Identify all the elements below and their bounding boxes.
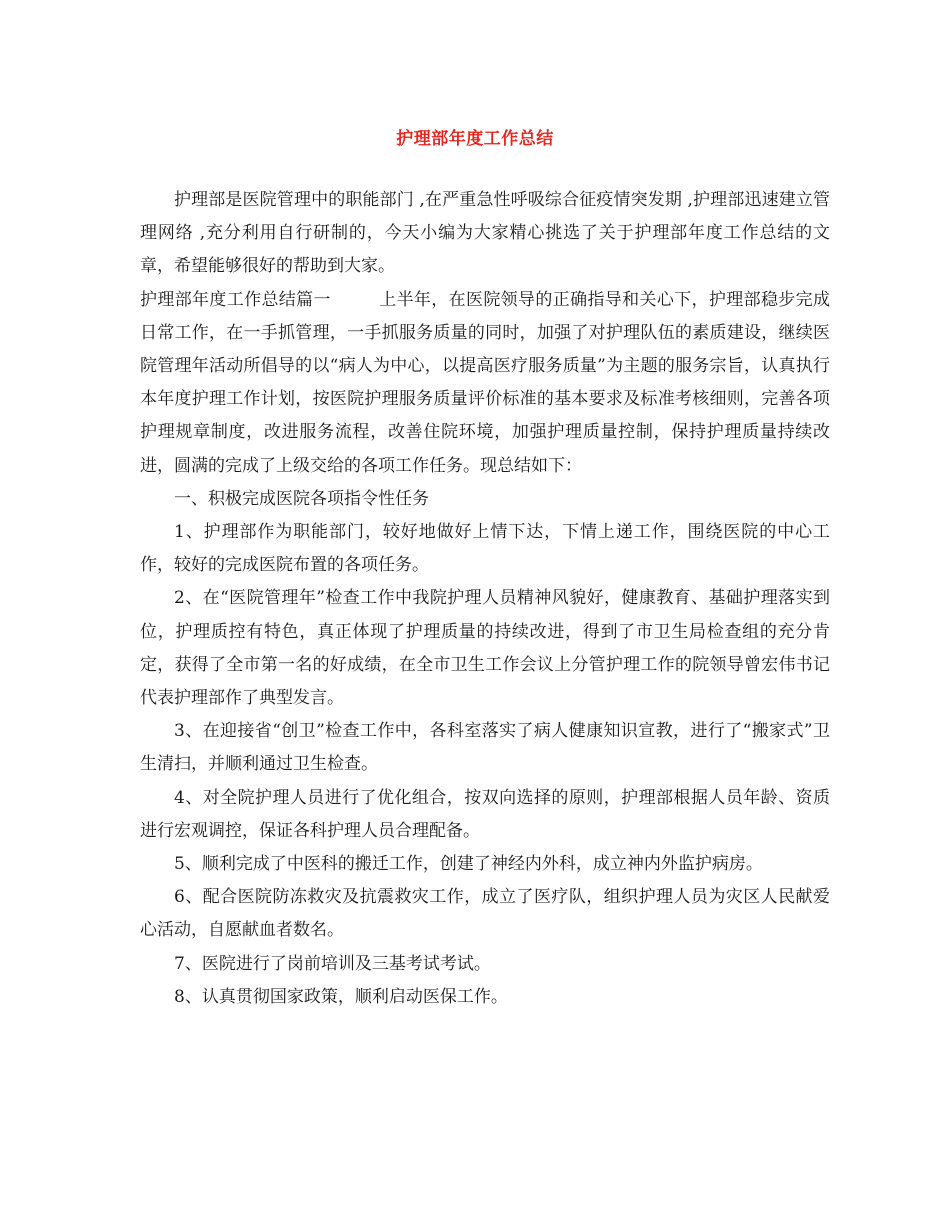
document-title: 护理部年度工作总结 xyxy=(396,129,554,149)
list-item-6: 6、配合医院防冻救灾及抗震救灾工作，成立了医疗队，组织护理人员为灾区人民献爱心活动，自愿献血者数名。 xyxy=(140,887,830,941)
list-item-1: 1、护理部作为职能部门，较好地做好上情下达，下情上递工作，围绕医院的中心工作，较好的完成医院布置的各项任务。 xyxy=(140,522,830,576)
section-label: 护理部年度工作总结篇一 xyxy=(140,289,331,310)
section-text: 上半年，在医院领导的正确指导和关心下，护理部稳步完成日常工作，在一手抓管理，一手抓服务质量的同时，加强了对护理队伍的素质建设，继续医院管理年活动所倡导的以“病人为中心，以提高医疗服务质量”为主题的服务宗旨，认真执行本年度护理工作计划，按医院护理服务质量评价标准的基本要求及标准考核细则，完善各项护理规章制度，改进服务流程，改善住院环境，加强护理质量控制，保持护理质量持续改进，圆满的完成了上级交给的各项工作任务。现总结如下： xyxy=(140,289,831,476)
intro-paragraph: 护理部是医院管理中的职能部门 ,在严重急性呼吸综合征疫情突发期 ,护理部迅速建立管理网络 ,充分利用自行研制的，今天小编为大家精心挑选了关于护理部年度工作总结的文章，希望能够很好的帮助到大家。 xyxy=(140,190,830,277)
list-item-4: 4、对全院护理人员进行了优化组合，按双向选择的原则，护理部根据人员年龄、资质进行宏观调控，保证各科护理人员合理配备。 xyxy=(140,787,830,841)
list-item-8: 8、认真贯彻国家政策，顺利启动医保工作。 xyxy=(174,986,508,1007)
heading-1: 一、积极完成医院各项指令性任务 xyxy=(174,488,429,509)
section-paragraph xyxy=(140,284,830,483)
list-item-3: 3、在迎接省“创卫”检查工作中，各科室落实了病人健康知识宣教，进行了“搬家式”卫生清扫，并顺利通过卫生检查。 xyxy=(140,721,830,775)
document-body xyxy=(140,184,830,1014)
list-item-7: 7、医院进行了岗前培训及三基考试考试。 xyxy=(174,953,491,974)
list-item-5: 5、顺利完成了中医科的搬迁工作，创建了神经内外科，成立神内外监护病房。 xyxy=(174,854,763,875)
list-item-2: 2、在“医院管理年”检查工作中我院护理人员精神风貌好，健康教育、基础护理落实到位，护理质控有特色，真正体现了护理质量的持续改进，得到了市卫生局检查组的充分肯定，获得了全市第一名的好成绩，在全市卫生工作会议上分管护理工作的院领导曾宏伟书记代表护理部作了典型发言。 xyxy=(140,588,830,709)
